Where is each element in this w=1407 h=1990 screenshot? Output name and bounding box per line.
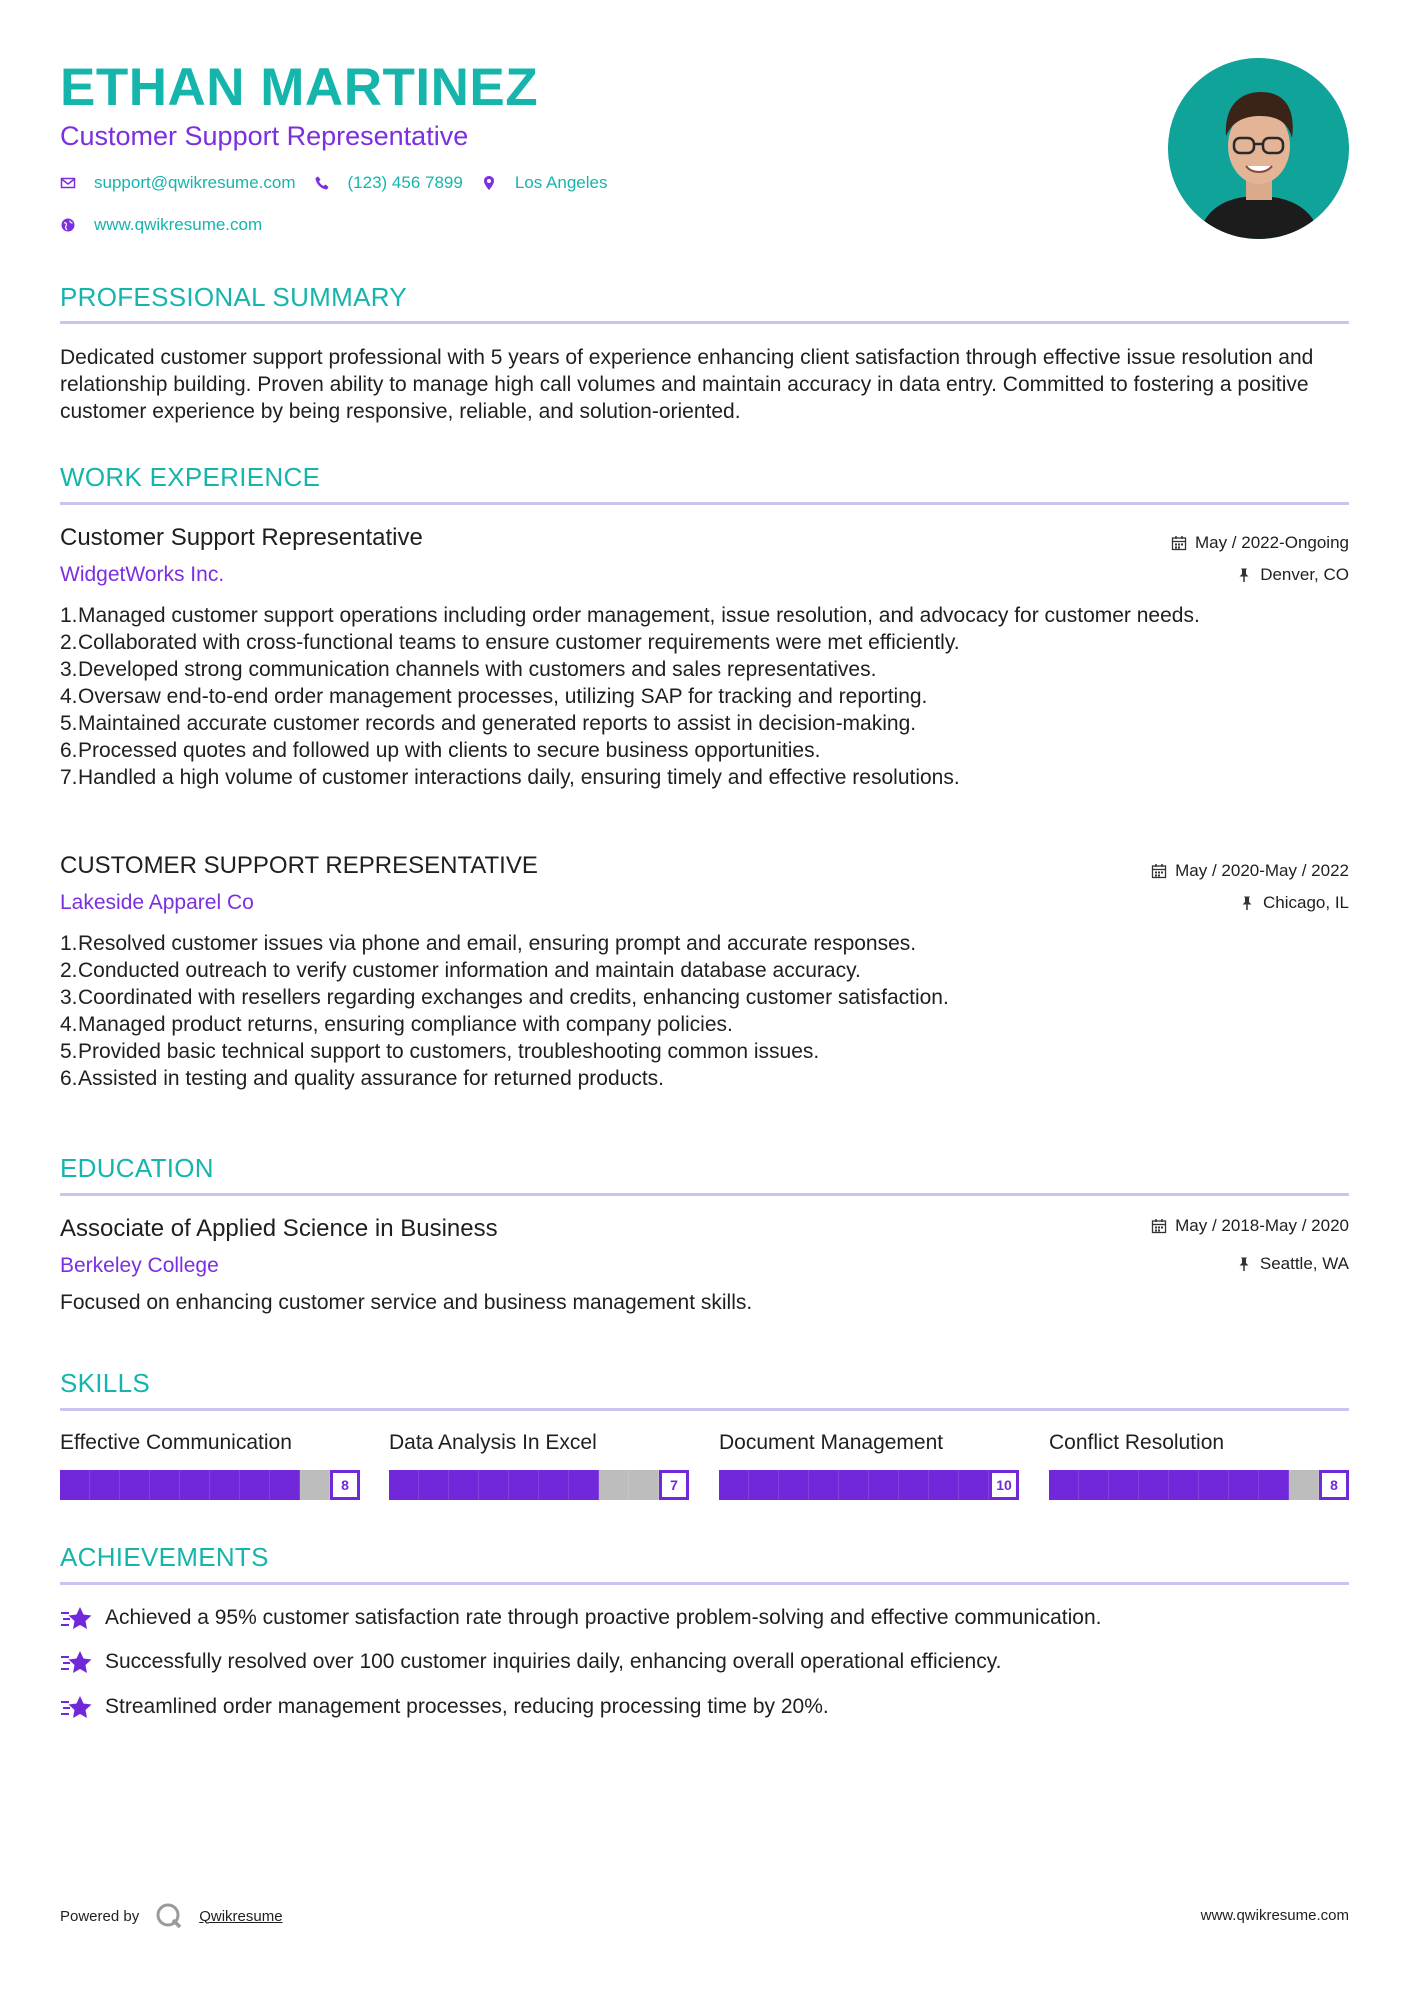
achievements-heading: ACHIEVEMENTS [60,1542,269,1572]
job-1-dates [1171,532,1349,554]
contact-row [60,172,625,194]
job-1-bullets [60,602,1349,791]
job-2-dates-text: May / 2020-May / 2022 [1175,861,1349,880]
education-dates-text: May / 2018-May / 2020 [1175,1216,1349,1235]
list-item: 5. Maintained accurate customer records and generated reports to assist in decision-making. [60,712,917,735]
education-heading: EDUCATION [60,1153,214,1183]
job-2-dates [1151,860,1349,882]
map-pin-icon [481,175,497,191]
skill-bar-segment [809,1470,839,1500]
skill-level-bar [389,1470,689,1500]
pushpin-icon [1236,567,1252,583]
job-1-dates-text: May / 2022-Ongoing [1194,533,1349,552]
calendar-icon [1151,1218,1167,1234]
job-2-title: CUSTOMER SUPPORT REPRESENTATIVE [60,852,538,879]
skill-bar-segment [779,1470,809,1500]
contact-email[interactable] [60,172,296,194]
skill-bar-segment [869,1470,899,1500]
list-item: 5. Provided basic technical support to customers, troubleshooting common issues. [60,1040,820,1063]
skills-divider [60,1408,1349,1411]
achievement-text: Achieved a 95% customer satisfaction rate through proactive problem-solving and effective communication. [105,1606,1102,1629]
education-divider [60,1193,1349,1196]
envelope-icon [60,175,76,191]
calendar-icon [1171,535,1187,551]
skill-bar-segment [389,1470,419,1500]
skill-bar-segment [509,1470,539,1500]
skills-heading: SKILLS [60,1368,150,1398]
job-1-location [1236,564,1349,586]
skill-bar-segment [719,1470,749,1500]
job-2-company: Lakeside Apparel Co [60,891,254,914]
powered-by-label: Powered by [60,1907,140,1925]
skill-bar-segment [180,1470,210,1500]
list-item: 1. Resolved customer issues via phone and email, ensuring prompt and accurate responses. [60,932,917,955]
phone-icon [314,175,330,191]
skill-bar-segment [1229,1470,1259,1500]
job-2-location-text: Chicago, IL [1263,893,1349,912]
skill-level-bar [719,1470,1019,1500]
list-item: 3. Developed strong communication channels with customers and sales representatives. [60,658,877,681]
list-item: 2. Conducted outreach to verify customer information and maintain database accuracy. [60,959,861,982]
list-item: 1. Managed customer support operations including order management, issue resolution, and advocacy for customer needs. [60,604,1200,627]
candidate-name: ETHAN MARTINEZ [60,58,539,117]
skill-bar-segment [1139,1470,1169,1500]
skill-level-bar [1049,1470,1349,1500]
contact-phone[interactable] [314,172,463,194]
skill-bar-segment [210,1470,240,1500]
summary-divider [60,321,1349,324]
skill-item [1049,1430,1349,1493]
skill-bar-segment [120,1470,150,1500]
candidate-role: Customer Support Representative [60,121,469,151]
resume-page [60,0,1349,1990]
list-item: 7. Handled a high volume of customer interactions daily, ensuring timely and effective resolutions. [60,766,960,789]
contact-row-2 [60,214,280,236]
list-item: 3. Coordinated with resellers regarding exchanges and credits, enhancing customer satisfaction. [60,986,949,1009]
education-location-text: Seattle, WA [1259,1254,1349,1273]
location-text: Los Angeles [514,173,608,192]
achievement-item [60,1604,1101,1631]
skill-bar-segment [1079,1470,1109,1500]
pushpin-icon [1239,895,1255,911]
skill-bar-segment [959,1470,989,1500]
skill-bar-segment [1169,1470,1199,1500]
footer-website-link[interactable]: www.qwikresume.com [1200,1907,1349,1924]
skill-bar-segment [599,1470,629,1500]
education-degree: Associate of Applied Science in Business [60,1215,498,1242]
skill-level-badge: 8 [1319,1470,1349,1500]
qwikresume-logo-icon [155,1902,183,1930]
achievement-text: Streamlined order management processes, reducing processing time by 20%. [105,1695,829,1718]
skill-bar-segment [419,1470,449,1500]
profile-photo [1168,58,1349,239]
skill-bar-segment [270,1470,300,1500]
skill-bar-segment [899,1470,929,1500]
skill-name: Document Management [719,1431,944,1454]
skill-bar-segment [90,1470,120,1500]
skill-level-badge: 10 [989,1470,1019,1500]
phone-text: (123) 456 7899 [347,173,463,192]
list-item: 4. Managed product returns, ensuring compliance with company policies. [60,1013,733,1036]
website-text: www.qwikresume.com [94,215,263,234]
skill-bar-segment [449,1470,479,1500]
skill-name: Data Analysis In Excel [389,1431,597,1454]
experience-heading: WORK EXPERIENCE [60,462,321,492]
skill-name: Conflict Resolution [1049,1431,1225,1454]
summary-text: Dedicated customer support professional with 5 years of experience enhancing client satisfaction through effective issue resolution and relationship building. Proven ability to manage high call volumes and maintain accuracy in data entry. Committed to fostering a positive customer experience by being responsive, reliable, and solution-oriented. [60,346,1314,423]
skill-level-badge: 7 [659,1470,689,1500]
skill-bar-segment [749,1470,779,1500]
email-text: support@qwikresume.com [94,173,296,192]
pushpin-icon [1236,1256,1252,1272]
skill-item [719,1430,1019,1493]
skill-bar-segment [569,1470,599,1500]
skill-bar-segment [839,1470,869,1500]
skill-bar-segment [929,1470,959,1500]
skill-bar-segment [1259,1470,1289,1500]
contact-website[interactable] [60,214,262,236]
calendar-icon [1151,863,1167,879]
education-school: Berkeley College [60,1254,219,1277]
contact-location [481,172,608,194]
skill-bar-segment [150,1470,180,1500]
skill-item [389,1430,689,1493]
star-icon [60,1694,93,1720]
skill-bar-segment [1109,1470,1139,1500]
skill-bar-segment [539,1470,569,1500]
skill-item [60,1430,360,1493]
skill-bar-segment [240,1470,270,1500]
list-item: 6. Assisted in testing and quality assurance for returned products. [60,1067,664,1090]
education-location [1236,1253,1349,1275]
brand-link[interactable]: Qwikresume [199,1907,283,1925]
list-item: 4. Oversaw end-to-end order management processes, utilizing SAP for tracking and reporting. [60,685,928,708]
experience-divider [60,502,1349,505]
skill-level-bar [60,1470,360,1500]
education-dates [1151,1215,1349,1237]
list-item: 6. Processed quotes and followed up with clients to secure business opportunities. [60,739,821,762]
job-1-company: WidgetWorks Inc. [60,563,225,586]
skill-level-badge: 8 [330,1470,360,1500]
skill-bar-segment [629,1470,659,1500]
achievement-text: Successfully resolved over 100 customer inquiries daily, enhancing overall operational efficiency. [105,1650,1002,1673]
footer-powered-by [60,1902,283,1930]
skill-bar-segment [1049,1470,1079,1500]
skill-bar-segment [479,1470,509,1500]
skill-bar-segment [300,1470,330,1500]
star-icon [60,1605,93,1631]
summary-heading: PROFESSIONAL SUMMARY [60,282,407,312]
achievement-item [60,1648,1001,1675]
job-2-bullets [60,930,1349,1092]
achievements-divider [60,1582,1349,1585]
achievement-item [60,1693,829,1720]
job-2-location [1239,892,1349,914]
avatar-illustration [1168,58,1349,239]
job-1-location-text: Denver, CO [1260,565,1349,584]
globe-icon [60,217,76,233]
skill-bar-segment [60,1470,90,1500]
skill-bar-segment [1199,1470,1229,1500]
skill-bar-segment [1289,1470,1319,1500]
star-icon [60,1649,93,1675]
list-item: 2. Collaborated with cross-functional teams to ensure customer requirements were met efficiently. [60,631,960,654]
education-description: Focused on enhancing customer service and business management skills. [60,1291,753,1314]
skill-name: Effective Communication [60,1431,292,1454]
job-1-title: Customer Support Representative [60,524,423,551]
